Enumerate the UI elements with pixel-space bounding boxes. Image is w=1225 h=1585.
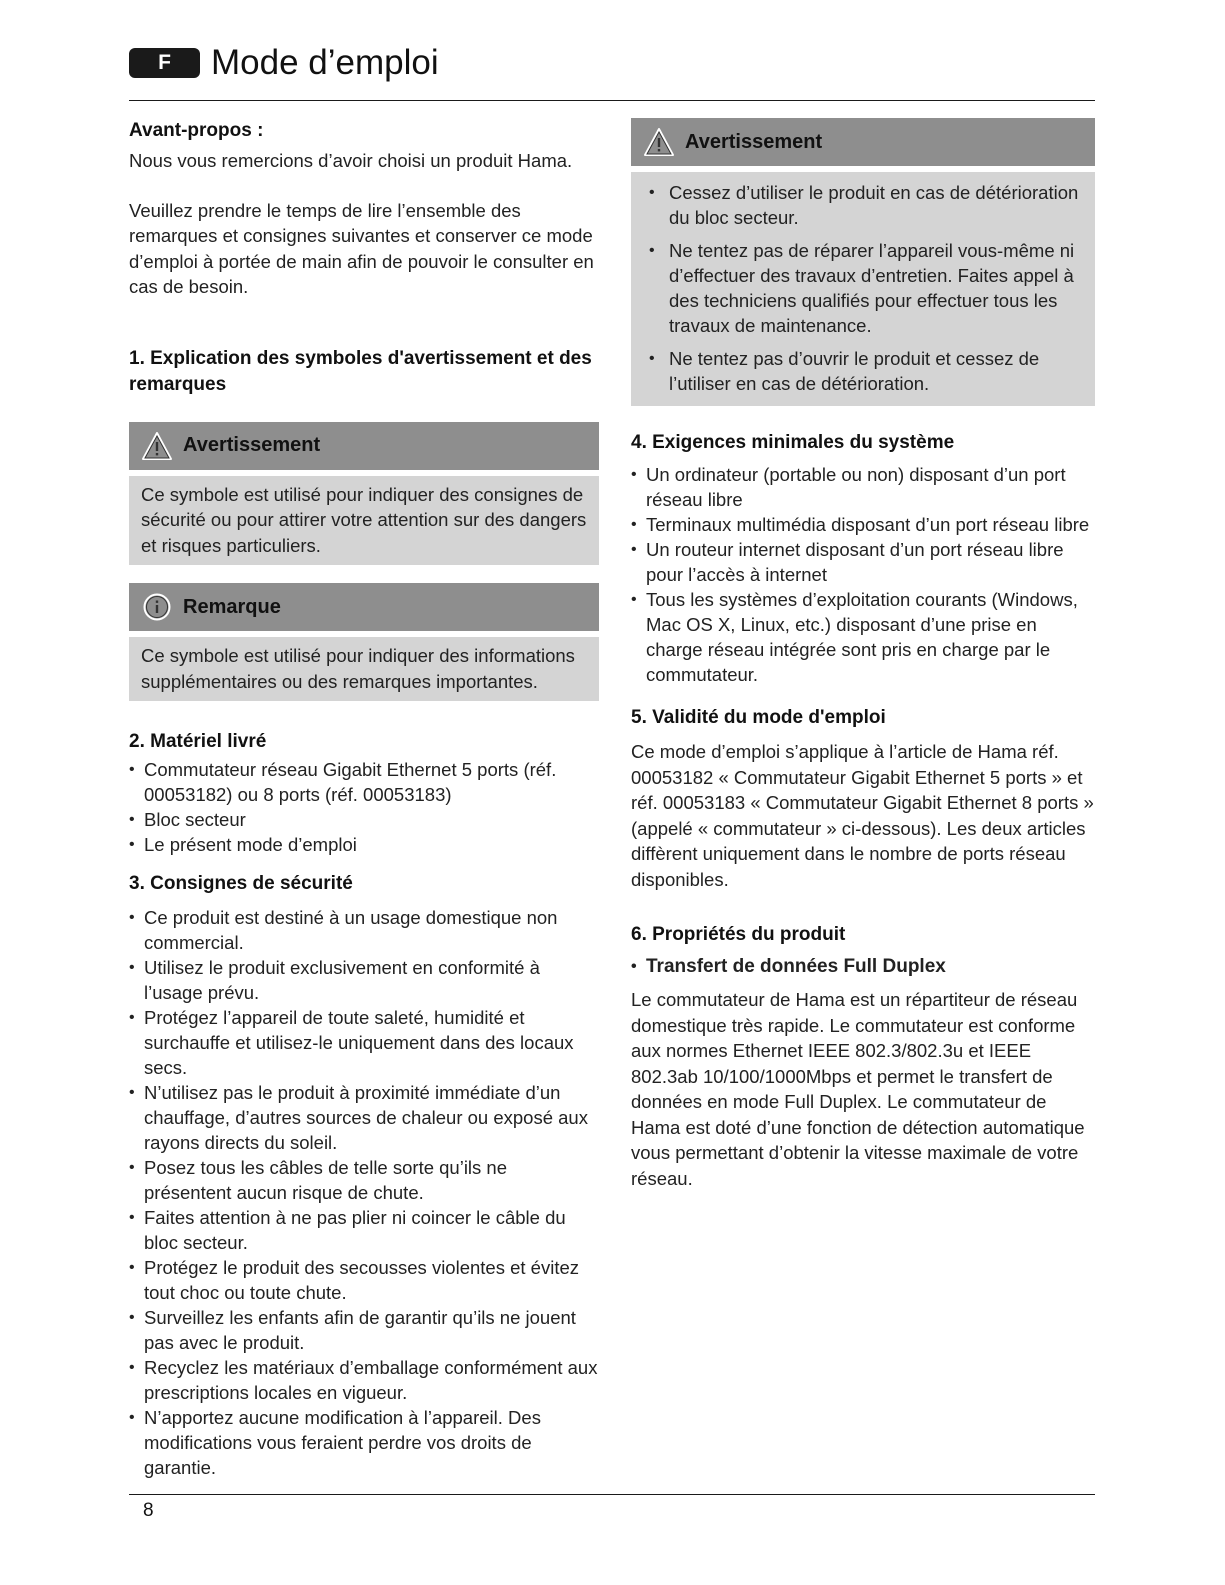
list-item: • Ce produit est destiné à un usage domestique non commercial.	[129, 905, 599, 955]
left-column	[129, 118, 599, 1480]
list-item: • Ne tentez pas d’ouvrir le produit et cessez de l’utiliser en cas de détérioration.	[643, 346, 1083, 396]
section5-heading: 5. Validité du mode d'emploi	[631, 707, 886, 728]
section6-heading: 6. Propriétés du produit	[631, 924, 846, 945]
list-item: • Commutateur réseau Gigabit Ethernet 5 ports (réf. 00053182) ou 8 ports (réf. 00053183)	[129, 757, 599, 807]
list-item: • N’apportez aucune modification à l’appareil. Des modifications vous feraient perdre vos droits de garantie.	[129, 1405, 599, 1480]
warning-box-header	[129, 422, 599, 470]
page-number: 8	[143, 1500, 154, 1521]
list-item: • Ne tentez pas de réparer l’appareil vous-même ni d’effectuer des travaux d’entretien. Faites appel à des techniciens qualifiés pour effectuer tous les travaux de maintenance.	[643, 238, 1083, 338]
warning-box-text: Ce symbole est utilisé pour indiquer des consignes de sécurité ou pour attirer votre attention sur des dangers et risques particuliers.	[129, 476, 599, 566]
warning-notice-box	[631, 118, 1095, 406]
warning-notice-list	[643, 180, 1083, 396]
list-item: • Un routeur internet disposant d’un port réseau libre pour l’accès à internet	[631, 537, 1095, 587]
list-item: • Recyclez les matériaux d’emballage conformément aux prescriptions locales en vigueur.	[129, 1355, 599, 1405]
section5-paragraph: Ce mode d’emploi s’applique à l’article de Hama réf. 00053182 « Commutateur Gigabit Ethernet 5 ports » et réf. 00053183 « Commutateur Gigabit Ethernet 8 ports » (appelé « commutateur » ci-dessous). Les deux articles diffèrent uniquement dans le nombre de ports réseau disponibles.	[631, 741, 1094, 890]
list-item: • Bloc secteur	[129, 807, 599, 832]
list-item: • N’utilisez pas le produit à proximité immédiate d’un chauffage, d’autres sources de chaleur ou exposé aux rayons directs du soleil.	[129, 1080, 599, 1155]
foreword-heading: Avant-propos :	[129, 120, 264, 141]
foreword-paragraph-1: Nous vous remercions d’avoir choisi un produit Hama.	[129, 150, 573, 171]
list-item: • Tous les systèmes d’exploitation courants (Windows, Mac OS X, Linux, etc.) disposant d’une prise en charge réseau intégrée sont pris en charge par le commutateur.	[631, 587, 1095, 687]
note-box-header	[129, 583, 599, 631]
list-item: • Cessez d’utiliser le produit en cas de détérioration du bloc secteur.	[643, 180, 1083, 230]
list-item: • Surveillez les enfants afin de garantir qu’ils ne jouent pas avec le produit.	[129, 1305, 599, 1355]
language-badge: F	[129, 48, 200, 78]
warning-notice-body	[631, 172, 1095, 406]
warning-notice-label: Avertissement	[685, 130, 823, 153]
section6-feature-list	[631, 954, 1095, 979]
warning-box-label: Avertissement	[183, 434, 321, 456]
section1-heading: 1. Explication des symboles d'avertissement et des remarques	[129, 347, 592, 395]
section3-heading: 3. Consignes de sécurité	[129, 873, 353, 894]
section2-heading: 2. Matériel livré	[129, 731, 267, 752]
list-item: • Terminaux multimédia disposant d’un port réseau libre	[631, 512, 1095, 537]
section3-list	[129, 905, 599, 1480]
warning-triangle-icon	[141, 431, 173, 461]
list-item: • Le présent mode d’emploi	[129, 832, 599, 857]
page-header	[129, 40, 1095, 101]
footer-divider	[129, 1494, 1095, 1495]
foreword-paragraph-2: Veuillez prendre le temps de lire l’ensemble des remarques et consignes suivantes et conserver ce mode d’emploi à portée de main afin de pouvoir le consulter en cas de besoin.	[129, 199, 594, 297]
section4-list	[631, 462, 1095, 687]
list-item: • Protégez l’appareil de toute saleté, humidité et surchauffe et utilisez-le uniquement dans des locaux secs.	[129, 1005, 599, 1080]
list-item: • Utilisez le produit exclusivement en conformité à l’usage prévu.	[129, 955, 599, 1005]
page-title: Mode d’emploi	[211, 43, 439, 82]
section2-list	[129, 757, 599, 857]
note-symbol-box	[129, 583, 599, 701]
section6-paragraph: Le commutateur de Hama est un répartiteur de réseau domestique très rapide. Le commutateur est conforme aux normes Ethernet IEEE 802.3/802.3u et IEEE 802.3ab 10/100/1000Mbps et permet le transfert de données en mode Full Duplex. Le commutateur de Hama est doté d’une fonction de détection automatique vous permettant d’obtenir la vitesse maximale de votre réseau.	[631, 989, 1085, 1189]
warning-notice-header	[631, 118, 1095, 166]
right-column	[631, 118, 1095, 1191]
list-item: • Posez tous les câbles de telle sorte qu’ils ne présentent aucun risque de chute.	[129, 1155, 599, 1205]
section4-heading: 4. Exigences minimales du système	[631, 432, 955, 453]
list-item: • Faites attention à ne pas plier ni coincer le câble du bloc secteur.	[129, 1205, 599, 1255]
note-box-text: Ce symbole est utilisé pour indiquer des informations supplémentaires ou des remarques importantes.	[129, 637, 599, 701]
list-item: • Un ordinateur (portable ou non) disposant d’un port réseau libre	[631, 462, 1095, 512]
warning-symbol-box	[129, 422, 599, 566]
note-box-label: Remarque	[183, 595, 281, 618]
list-item: • Protégez le produit des secousses violentes et évitez tout choc ou toute chute.	[129, 1255, 599, 1305]
section6-subheading: • Transfert de données Full Duplex	[631, 954, 1095, 979]
info-circle-icon	[141, 592, 173, 622]
warning-triangle-icon	[643, 127, 675, 157]
